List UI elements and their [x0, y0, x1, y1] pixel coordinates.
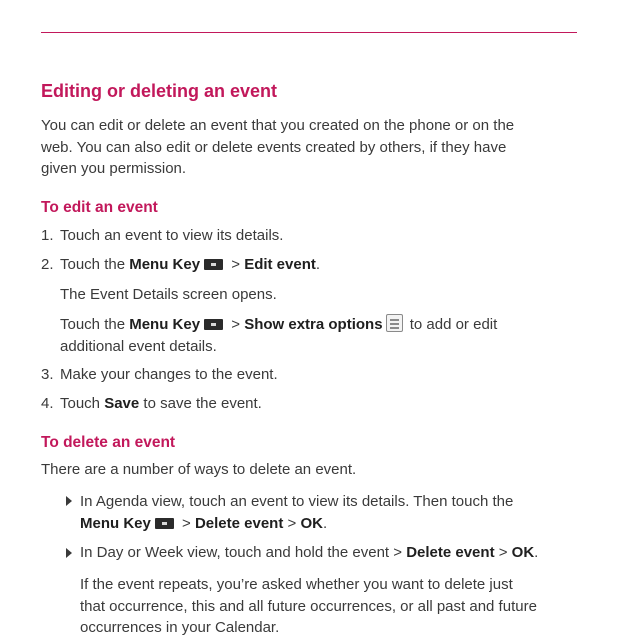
edit-note-2-line-2: [60, 336, 570, 358]
intro-line-1: You can edit or delete an event that you created on the phone or on the: [41, 117, 515, 134]
edit-heading: To edit an event: [41, 199, 158, 216]
delete-bullet-1: [80, 491, 580, 534]
menu-key-label: Menu Key: [129, 256, 201, 273]
bullet-2-pre: In Day or Week view, touch and hold the event >: [80, 544, 403, 561]
show-extra-options-label: Show extra options: [244, 316, 383, 333]
delete-event-label: Delete event: [406, 544, 495, 561]
step-1-number: 1.: [41, 227, 54, 244]
period: .: [322, 514, 328, 532]
delete-event-label: Delete event: [194, 514, 284, 532]
note-2-post: to add or edit: [409, 316, 498, 333]
bullet-arrow-icon: [66, 496, 72, 506]
note-2-pre: Touch the: [60, 316, 126, 333]
delete-note-line-1: If the event repeats, you’re asked whether you want to delete just: [80, 576, 513, 593]
step-2-number: 2.: [41, 256, 54, 273]
edit-note-2: [60, 314, 570, 357]
step-3-number: 3.: [41, 366, 54, 383]
separator: >: [498, 544, 508, 561]
bullet-arrow-icon: [66, 548, 72, 558]
menu-key-label: Menu Key: [80, 514, 151, 532]
delete-bullet-1-line-1: In Agenda view, touch an event to view its details. Then touch the: [80, 493, 514, 510]
step-1-text: Touch an event to view its details.: [60, 227, 284, 244]
menu-key-label: Menu Key: [129, 316, 201, 333]
ok-label: OK: [511, 544, 535, 561]
separator: >: [182, 514, 191, 532]
step-3-text: Make your changes to the event.: [60, 366, 278, 383]
note-2-line-2-text: additional event detai: [60, 337, 202, 355]
step-4-number: 4.: [41, 395, 54, 412]
step-4-pre: Touch: [60, 395, 101, 412]
page-heading: Editing or deleting an event: [41, 81, 278, 101]
menu-key-icon: [204, 259, 223, 270]
period: .: [534, 544, 539, 561]
separator: >: [231, 316, 241, 333]
edit-note-1: The Event Details screen opens.: [60, 286, 277, 303]
delete-bullet-1-line-2: [80, 513, 580, 535]
delete-note-line-3: occurrences in your Calendar.: [80, 619, 280, 636]
edit-event-label: Edit event: [244, 256, 316, 273]
intro-line-3: given you permission.: [41, 160, 187, 177]
top-rule: [41, 32, 577, 33]
delete-note: [80, 574, 580, 639]
delete-heading: To delete an event: [41, 434, 176, 451]
intro-line-2: web. You can also edit or delete events created by others, if they have: [41, 138, 507, 156]
separator: >: [287, 514, 297, 532]
note-2-line-2-end: ls.: [201, 337, 217, 355]
step-2-text: [60, 256, 320, 273]
period: .: [315, 256, 321, 273]
delete-bullet-2: [80, 544, 538, 561]
step-2-pre: Touch the: [60, 256, 126, 273]
menu-key-icon: [155, 518, 174, 529]
menu-key-icon: [204, 319, 223, 330]
extra-options-icon: [386, 314, 403, 332]
delete-intro: There are a number of ways to delete an event.: [41, 461, 357, 478]
save-label: Save: [104, 395, 140, 412]
ok-label: OK: [300, 514, 323, 532]
edit-note-2-line-1: [60, 314, 570, 336]
separator: >: [231, 256, 241, 273]
delete-note-line-2: that occurrence, this and all future occurrences, or all past and future: [80, 597, 537, 615]
step-4-text: [60, 395, 262, 412]
intro-paragraph: [41, 115, 571, 180]
step-4-post: to save the event.: [143, 395, 262, 412]
